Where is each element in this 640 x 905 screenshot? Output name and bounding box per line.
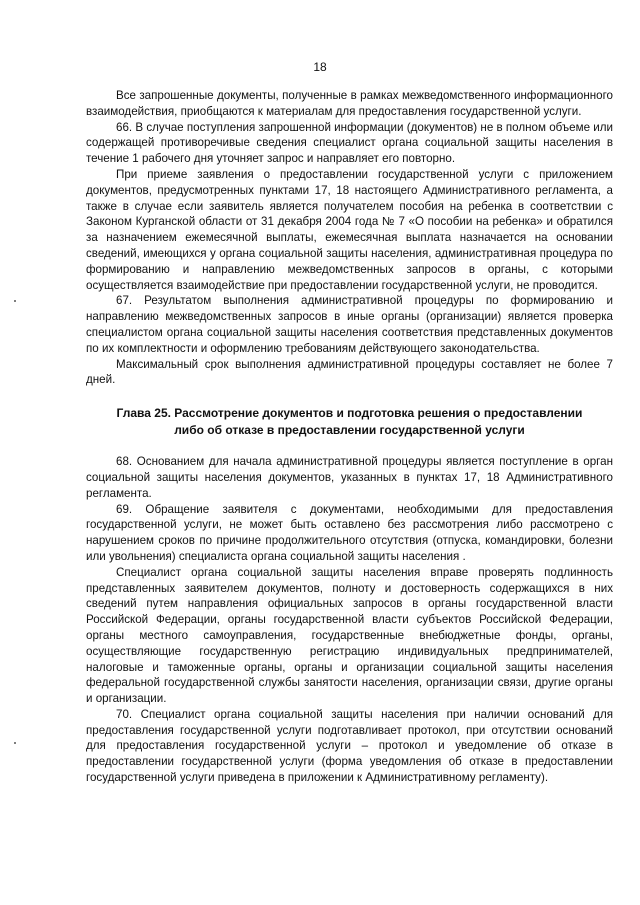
paragraph-application-reception: При приеме заявления о предоставлении государственной услуги с приложением документов, предусмотренных пунктами 17, 18 настоящего Административного регламента, а также в случае если заявитель является получателем пособия на ребенка в соответствии с Законом Курганской области от 31 декабря 2004 года № 7 «О пособии на ребенка» и обратился за назначением ежемесячной выплаты, ежемесячная выплата назначается на основании сведений, имеющихся у органа социальной защиты населения, административная процедура по формированию и направлению межведомственных запросов в органы, с которыми осуществляется взаимодействие при предоставлении государственной услуги, не проводится. bbox=[86, 167, 613, 292]
paragraph-documents-attached: Все запрошенные документы, полученные в рамках межведомственного информационного взаимодействия, приобщаются к материалам для предоставления государственной услуги. bbox=[86, 89, 613, 118]
paragraph-69: 69. Обращение заявителя с документами, необходимыми для предоставления государственной услуги, не может быть оставлено без рассмотрения либо рассмотрено с нарушением сроков по причине продолжительного отсутствия (отпуска, командировки, болезни или увольнения) специалиста органа социальной защиты населения . bbox=[86, 502, 613, 563]
paragraph-70: 70. Специалист органа социальной защиты населения при наличии оснований для предоставления государственной услуги подготавливает протокол, при отсутствии оснований для предоставления государственной услуги – протокол и уведомление об отказе в предоставлении государственной услуги (форма уведомления об отказе в предоставлении государственной услуги приведена в приложении к Административному регламенту). bbox=[86, 707, 613, 785]
chapter-heading-line-2: либо об отказе в предоставлении государственной услуги bbox=[174, 422, 525, 437]
paragraph-66: 66. В случае поступления запрошенной информации (документов) не в полном объеме или содержащей противоречивые сведения специалист органа социальной защиты населения в течение 1 рабочего дня уточняет запрос и направляет его повторно. bbox=[86, 120, 613, 166]
margin-mark bbox=[14, 300, 16, 302]
chapter-heading-line-1: Глава 25. Рассмотрение документов и подготовка решения о предоставлении bbox=[116, 406, 583, 421]
paragraph-specialist-rights: Специалист органа социальной защиты населения вправе проверять подлинность представленных заявителем документов, полноту и достоверность содержащихся в них сведений путем направления официальных запросов в органы государственной власти Российской Федерации, органы государственной власти субъектов Российской Федерации, органы местного самоуправления, государственные внебюджетные фонды, органы, осуществляющие государственную регистрацию индивидуальных предпринимателей, налоговые и таможенные органы, органы и организации социальной защиты населения федеральной государственной службы занятости населения, организации связи, другие органы и организации. bbox=[86, 565, 613, 706]
margin-mark bbox=[14, 742, 16, 744]
chapter-heading bbox=[86, 405, 613, 438]
document-body bbox=[86, 88, 613, 786]
page-number: 18 bbox=[313, 60, 327, 74]
paragraph-68: 68. Основанием для начала административной процедуры является поступление в орган социальной защиты населения документов, указанных в пунктах 17, 18 Административного регламента. bbox=[86, 455, 613, 500]
paragraph-max-term: Максимальный срок выполнения административной процедуры составляет не более 7 дней. bbox=[86, 357, 613, 387]
paragraph-67: 67. Результатом выполнения административной процедуры по формированию и направлению межведомственных запросов в иные органы (организации) является проверка специалистом органа социальной защиты населения соответствия представленных документов по их комплектности и оформлению требованиям действующего законодательства. bbox=[86, 294, 613, 355]
